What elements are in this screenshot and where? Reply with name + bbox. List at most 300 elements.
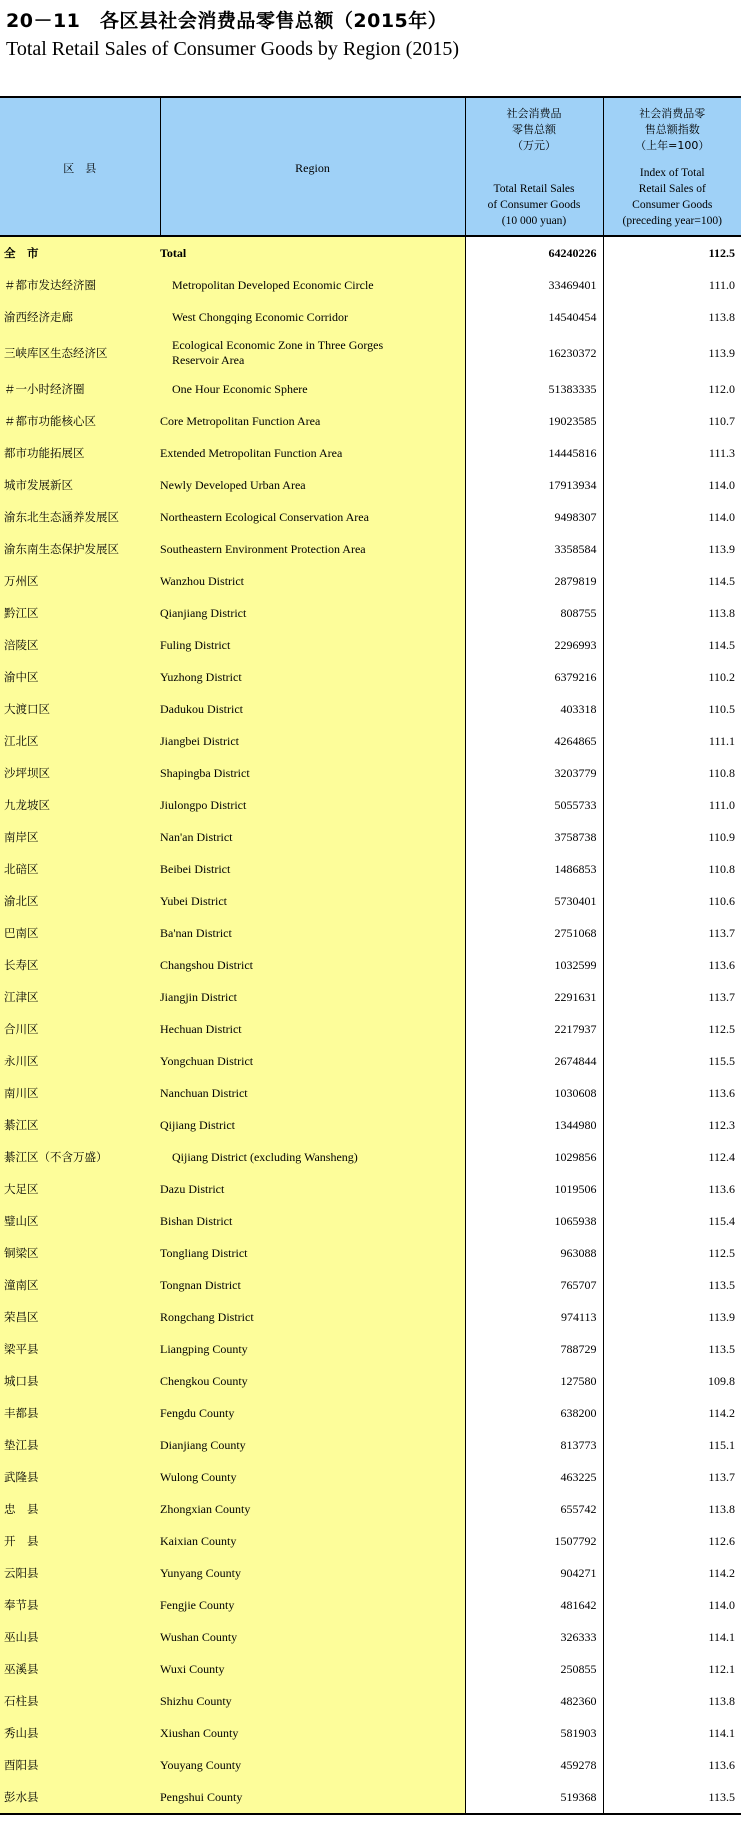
- table-row: [0, 821, 741, 853]
- region-label: One Hour Economic Sphere: [172, 381, 308, 396]
- header-region: Region: [160, 97, 465, 236]
- cell-total-sales: 9498307: [465, 501, 603, 533]
- cell-total-sales: 6379216: [465, 661, 603, 693]
- cell-region-en: [160, 1589, 465, 1621]
- table-row: [0, 301, 741, 333]
- cell-sales-index: 114.1: [708, 1629, 735, 1644]
- cell-sales-index: 112.5: [708, 1245, 735, 1260]
- cell-region-en: [160, 1397, 465, 1429]
- cell-total-sales: 581903: [465, 1717, 603, 1749]
- region-label: Wulong County: [160, 1469, 237, 1484]
- table-row: [0, 1557, 741, 1589]
- table-row: [0, 333, 741, 373]
- cell-total-sales: 4264865: [465, 725, 603, 757]
- cell-region-en: [160, 301, 465, 333]
- cell-sales-index: 113.6: [708, 957, 735, 972]
- cell-region-en: [160, 1429, 465, 1461]
- table-row: [0, 1205, 741, 1237]
- region-label: Xiushan County: [160, 1725, 239, 1740]
- cell-sales-index: 109.8: [708, 1373, 735, 1388]
- cell-total-sales: 481642: [465, 1589, 603, 1621]
- table-row: [0, 501, 741, 533]
- table-row: [0, 693, 741, 725]
- cell-region-en: [160, 1461, 465, 1493]
- table-row: [0, 1749, 741, 1781]
- cell-sales-index: 115.1: [708, 1437, 735, 1452]
- cell-sales-index: 114.1: [708, 1725, 735, 1740]
- region-label: Wanzhou District: [160, 573, 245, 588]
- cell-sales-index: 113.9: [708, 541, 735, 556]
- cell-sales-index: 114.5: [708, 573, 735, 588]
- cell-sales-index: 110.2: [708, 669, 735, 684]
- region-label: Yuzhong District: [160, 669, 242, 684]
- cell-county-zh: 城口县: [0, 1365, 160, 1397]
- table-row: [0, 1525, 741, 1557]
- cell-sales-index: 114.2: [708, 1565, 735, 1580]
- cell-total-sales: 17913934: [465, 469, 603, 501]
- cell-sales-index: 110.8: [708, 861, 735, 876]
- cell-county-zh: 渝西经济走廊: [0, 301, 160, 333]
- cell-total-sales: 765707: [465, 1269, 603, 1301]
- cell-county-zh: 万州区: [0, 565, 160, 597]
- table-row: [0, 1173, 741, 1205]
- cell-county-zh: 丰都县: [0, 1397, 160, 1429]
- cell-county-zh: 巫溪县: [0, 1653, 160, 1685]
- table-row: [0, 661, 741, 693]
- cell-total-sales: 1032599: [465, 949, 603, 981]
- cell-sales-index: 115.5: [708, 1053, 735, 1068]
- cell-total-sales: 655742: [465, 1493, 603, 1525]
- cell-total-sales: 3358584: [465, 533, 603, 565]
- cell-region-en: [160, 1045, 465, 1077]
- cell-region-en: [160, 1653, 465, 1685]
- region-label: Dianjiang County: [160, 1437, 246, 1452]
- region-label: Shapingba District: [160, 765, 250, 780]
- cell-region-en: [160, 885, 465, 917]
- table-row: [0, 1653, 741, 1685]
- cell-county-zh: 綦江区（不含万盛）: [0, 1141, 160, 1173]
- cell-region-en: [160, 1301, 465, 1333]
- table-row: [0, 405, 741, 437]
- cell-county-zh: 潼南区: [0, 1269, 160, 1301]
- table-row: [0, 469, 741, 501]
- table-row: [0, 1333, 741, 1365]
- region-label: Ba'nan District: [160, 925, 232, 940]
- region-label: Yongchuan District: [160, 1053, 254, 1068]
- cell-region-en: [160, 501, 465, 533]
- region-label: Nanchuan District: [160, 1085, 248, 1100]
- table-row: [0, 1141, 741, 1173]
- cell-sales-index: 113.9: [708, 1309, 735, 1324]
- cell-sales-index: 115.4: [708, 1213, 735, 1228]
- table-row: [0, 1045, 741, 1077]
- cell-county-zh: 北碚区: [0, 853, 160, 885]
- region-label: Tongnan District: [160, 1277, 241, 1292]
- table-header: [0, 97, 741, 236]
- region-label: Dadukou District: [160, 701, 243, 716]
- cell-sales-index: 113.5: [708, 1789, 735, 1804]
- region-label: Dazu District: [160, 1181, 225, 1196]
- page-title-chinese: 20－11 各区县社会消费品零售总额（2015年）: [6, 10, 448, 32]
- cell-sales-index: 113.7: [708, 1469, 735, 1484]
- table-row: [0, 725, 741, 757]
- cell-total-sales: 5730401: [465, 885, 603, 917]
- region-label: Jiangbei District: [160, 733, 239, 748]
- cell-total-sales: 14445816: [465, 437, 603, 469]
- cell-county-zh: 垫江县: [0, 1429, 160, 1461]
- cell-county-zh: 石柱县: [0, 1685, 160, 1717]
- table-row: [0, 1589, 741, 1621]
- cell-sales-index: 114.0: [708, 1597, 735, 1612]
- region-label: Kaixian County: [160, 1533, 237, 1548]
- cell-county-zh: ＃都市发达经济圈: [0, 269, 160, 301]
- cell-region-en: [160, 917, 465, 949]
- cell-total-sales: 482360: [465, 1685, 603, 1717]
- cell-sales-index: 113.6: [708, 1181, 735, 1196]
- cell-county-zh: 酉阳县: [0, 1749, 160, 1781]
- cell-county-zh: 全 市: [0, 236, 160, 269]
- table-row: [0, 269, 741, 301]
- cell-total-sales: 3758738: [465, 821, 603, 853]
- cell-region-en: [160, 1109, 465, 1141]
- region-label: Hechuan District: [160, 1021, 242, 1036]
- cell-total-sales: 463225: [465, 1461, 603, 1493]
- region-label: Changshou District: [160, 957, 253, 972]
- cell-county-zh: 渝中区: [0, 661, 160, 693]
- cell-total-sales: 2879819: [465, 565, 603, 597]
- cell-region-en: [160, 1013, 465, 1045]
- region-label: Jiulongpo District: [160, 797, 247, 812]
- region-label: Newly Developed Urban Area: [160, 477, 306, 492]
- cell-total-sales: 974113: [465, 1301, 603, 1333]
- cell-region-en: [160, 405, 465, 437]
- cell-sales-index: 111.0: [708, 797, 735, 812]
- header-county: 区 县: [0, 97, 160, 236]
- region-label: Tongliang District: [160, 1245, 248, 1260]
- cell-county-zh: 綦江区: [0, 1109, 160, 1141]
- cell-total-sales: 638200: [465, 1397, 603, 1429]
- cell-county-zh: 彭水县: [0, 1781, 160, 1814]
- region-label: Pengshui County: [160, 1789, 243, 1804]
- cell-region-en: [160, 1749, 465, 1781]
- cell-county-zh: ＃一小时经济圈: [0, 373, 160, 405]
- cell-region-en: [160, 469, 465, 501]
- cell-county-zh: 秀山县: [0, 1717, 160, 1749]
- region-label: Northeastern Ecological Conservation Area: [160, 509, 369, 524]
- cell-sales-index: 113.7: [708, 925, 735, 940]
- table-row: [0, 1493, 741, 1525]
- cell-total-sales: 1065938: [465, 1205, 603, 1237]
- cell-total-sales: 1030608: [465, 1077, 603, 1109]
- region-label: Liangping County: [160, 1341, 248, 1356]
- region-label: Beibei District: [160, 861, 231, 876]
- cell-county-zh: 九龙坡区: [0, 789, 160, 821]
- cell-region-en: [160, 1237, 465, 1269]
- cell-total-sales: 1507792: [465, 1525, 603, 1557]
- cell-total-sales: 2674844: [465, 1045, 603, 1077]
- cell-county-zh: 铜梁区: [0, 1237, 160, 1269]
- cell-county-zh: 云阳县: [0, 1557, 160, 1589]
- cell-sales-index: 112.3: [708, 1117, 735, 1132]
- cell-sales-index: 113.9: [708, 345, 735, 360]
- cell-county-zh: 黔江区: [0, 597, 160, 629]
- cell-sales-index: 112.5: [708, 245, 735, 260]
- cell-region-en: [160, 629, 465, 661]
- cell-county-zh: 渝东北生态涵养发展区: [0, 501, 160, 533]
- cell-sales-index: 113.8: [708, 605, 735, 620]
- cell-total-sales: 788729: [465, 1333, 603, 1365]
- cell-region-en: [160, 693, 465, 725]
- cell-region-en: [160, 1269, 465, 1301]
- cell-total-sales: 1344980: [465, 1109, 603, 1141]
- cell-county-zh: 合川区: [0, 1013, 160, 1045]
- table-row: [0, 1781, 741, 1814]
- cell-region-en: [160, 437, 465, 469]
- cell-total-sales: 2217937: [465, 1013, 603, 1045]
- cell-total-sales: 127580: [465, 1365, 603, 1397]
- cell-total-sales: 16230372: [465, 333, 603, 373]
- cell-region-en: [160, 533, 465, 565]
- cell-region-en: [160, 333, 465, 373]
- cell-total-sales: 2296993: [465, 629, 603, 661]
- table-row: [0, 1077, 741, 1109]
- table-row: [0, 1685, 741, 1717]
- region-label: Youyang County: [160, 1757, 242, 1772]
- cell-region-en: [160, 1717, 465, 1749]
- region-label: Fengdu County: [160, 1405, 235, 1420]
- table-row: [0, 1301, 741, 1333]
- table-row: [0, 853, 741, 885]
- cell-region-en: [160, 373, 465, 405]
- cell-total-sales: 1019506: [465, 1173, 603, 1205]
- cell-sales-index: 111.0: [708, 277, 735, 292]
- cell-total-sales: 1029856: [465, 1141, 603, 1173]
- cell-region-en: [160, 1525, 465, 1557]
- cell-sales-index: 110.5: [708, 701, 735, 716]
- cell-sales-index: 112.0: [708, 381, 735, 396]
- cell-county-zh: 大足区: [0, 1173, 160, 1205]
- table-row: [0, 1237, 741, 1269]
- cell-region-en: [160, 1173, 465, 1205]
- cell-county-zh: 渝东南生态保护发展区: [0, 533, 160, 565]
- cell-county-zh: 江津区: [0, 981, 160, 1013]
- cell-region-en: [160, 757, 465, 789]
- table-row: [0, 565, 741, 597]
- cell-sales-index: 112.6: [708, 1533, 735, 1548]
- cell-region-en: [160, 661, 465, 693]
- cell-region-en: [160, 269, 465, 301]
- table-row: [0, 597, 741, 629]
- region-label: Nan'an District: [160, 829, 233, 844]
- cell-county-zh: 忠 县: [0, 1493, 160, 1525]
- cell-total-sales: 51383335: [465, 373, 603, 405]
- cell-region-en: [160, 949, 465, 981]
- region-label: Zhongxian County: [160, 1501, 251, 1516]
- region-label: Wuxi County: [160, 1661, 225, 1676]
- cell-county-zh: 城市发展新区: [0, 469, 160, 501]
- cell-total-sales: 5055733: [465, 789, 603, 821]
- cell-county-zh: 奉节县: [0, 1589, 160, 1621]
- cell-region-en: [160, 1333, 465, 1365]
- cell-total-sales: 64240226: [465, 236, 603, 269]
- region-label: Qijiang District (excluding Wansheng): [172, 1149, 358, 1164]
- cell-total-sales: 326333: [465, 1621, 603, 1653]
- cell-region-en: [160, 1365, 465, 1397]
- region-label: Jiangjin District: [160, 989, 237, 1004]
- cell-total-sales: 904271: [465, 1557, 603, 1589]
- cell-sales-index: 113.7: [708, 989, 735, 1004]
- cell-region-en: [160, 789, 465, 821]
- cell-region-en: [160, 236, 465, 269]
- cell-total-sales: 250855: [465, 1653, 603, 1685]
- cell-sales-index: 110.8: [708, 765, 735, 780]
- table-row: [0, 437, 741, 469]
- cell-sales-index: 114.0: [708, 477, 735, 492]
- cell-county-zh: 开 县: [0, 1525, 160, 1557]
- cell-county-zh: 渝北区: [0, 885, 160, 917]
- cell-total-sales: 33469401: [465, 269, 603, 301]
- cell-sales-index: 113.8: [708, 309, 735, 324]
- table-row: [0, 1013, 741, 1045]
- region-label: Wushan County: [160, 1629, 238, 1644]
- cell-county-zh: 永川区: [0, 1045, 160, 1077]
- cell-sales-index: 114.0: [708, 509, 735, 524]
- table-row: [0, 1397, 741, 1429]
- cell-region-en: [160, 981, 465, 1013]
- table-body: [0, 236, 741, 1814]
- cell-total-sales: 19023585: [465, 405, 603, 437]
- cell-sales-index: 114.5: [708, 637, 735, 652]
- table-row: [0, 1365, 741, 1397]
- cell-county-zh: 沙坪坝区: [0, 757, 160, 789]
- region-label: Metropolitan Developed Economic Circle: [172, 277, 374, 292]
- cell-region-en: [160, 853, 465, 885]
- cell-county-zh: 荣昌区: [0, 1301, 160, 1333]
- table-row: [0, 1461, 741, 1493]
- cell-county-zh: 长寿区: [0, 949, 160, 981]
- cell-county-zh: ＃都市功能核心区: [0, 405, 160, 437]
- table-row: [0, 789, 741, 821]
- table-row: [0, 1269, 741, 1301]
- cell-region-en: [160, 1557, 465, 1589]
- table-row: [0, 949, 741, 981]
- cell-region-en: [160, 1685, 465, 1717]
- cell-sales-index: 113.5: [708, 1341, 735, 1356]
- cell-sales-index: 113.6: [708, 1757, 735, 1772]
- region-label: Yubei District: [160, 893, 227, 908]
- table-row: [0, 1109, 741, 1141]
- region-label: Bishan District: [160, 1213, 233, 1228]
- region-label: Extended Metropolitan Function Area: [160, 445, 343, 460]
- cell-region-en: [160, 1205, 465, 1237]
- region-label: Core Metropolitan Function Area: [160, 413, 321, 428]
- table-row: [0, 373, 741, 405]
- cell-total-sales: 2751068: [465, 917, 603, 949]
- cell-county-zh: 巴南区: [0, 917, 160, 949]
- cell-sales-index: 112.4: [708, 1149, 735, 1164]
- cell-county-zh: 梁平县: [0, 1333, 160, 1365]
- table-row: [0, 1621, 741, 1653]
- retail-sales-table: [0, 96, 741, 1815]
- cell-sales-index: 114.2: [708, 1405, 735, 1420]
- region-label: Qianjiang District: [160, 605, 247, 620]
- cell-county-zh: 大渡口区: [0, 693, 160, 725]
- table-row: [0, 533, 741, 565]
- cell-sales-index: 112.5: [708, 1021, 735, 1036]
- cell-region-en: [160, 821, 465, 853]
- cell-county-zh: 南岸区: [0, 821, 160, 853]
- cell-total-sales: 2291631: [465, 981, 603, 1013]
- cell-sales-index: 110.6: [708, 893, 735, 908]
- header-total-sales: 社会消费品 零售总额 （万元） Total Retail Sales of Consumer Goods (10 000 yuan): [465, 97, 603, 236]
- cell-total-sales: 14540454: [465, 301, 603, 333]
- cell-county-zh: 璧山区: [0, 1205, 160, 1237]
- table-row: [0, 757, 741, 789]
- cell-region-en: [160, 1141, 465, 1173]
- cell-region-en: [160, 1781, 465, 1814]
- header-sales-index: 社会消费品零 售总额指数 （上年=100） Index of Total Retail Sales of Consumer Goods (preceding year=100): [603, 97, 741, 236]
- cell-region-en: [160, 1621, 465, 1653]
- cell-sales-index: 110.7: [708, 413, 735, 428]
- cell-total-sales: 813773: [465, 1429, 603, 1461]
- cell-sales-index: 113.5: [708, 1277, 735, 1292]
- region-label: Fengjie County: [160, 1597, 235, 1612]
- cell-total-sales: 808755: [465, 597, 603, 629]
- cell-total-sales: 403318: [465, 693, 603, 725]
- region-label: Southeastern Environment Protection Area: [160, 541, 366, 556]
- cell-sales-index: 113.6: [708, 1085, 735, 1100]
- table-row: [0, 885, 741, 917]
- region-label: Ecological Economic Zone in Three Gorges Reservoir Area: [172, 338, 384, 367]
- cell-region-en: [160, 565, 465, 597]
- page-title-english: Total Retail Sales of Consumer Goods by Region (2015): [6, 38, 459, 60]
- region-label: Total: [160, 245, 187, 260]
- cell-county-zh: 涪陵区: [0, 629, 160, 661]
- cell-total-sales: 519368: [465, 1781, 603, 1814]
- cell-county-zh: 都市功能拓展区: [0, 437, 160, 469]
- region-label: West Chongqing Economic Corridor: [172, 309, 349, 324]
- cell-county-zh: 南川区: [0, 1077, 160, 1109]
- cell-county-zh: 江北区: [0, 725, 160, 757]
- region-label: Qijiang District: [160, 1117, 235, 1132]
- cell-county-zh: 武隆县: [0, 1461, 160, 1493]
- cell-county-zh: 巫山县: [0, 1621, 160, 1653]
- table-row: [0, 236, 741, 269]
- cell-sales-index: 112.1: [708, 1661, 735, 1676]
- cell-region-en: [160, 1077, 465, 1109]
- cell-sales-index: 111.1: [708, 733, 735, 748]
- cell-total-sales: 1486853: [465, 853, 603, 885]
- cell-sales-index: 113.8: [708, 1501, 735, 1516]
- region-label: Fuling District: [160, 637, 231, 652]
- cell-sales-index: 111.3: [708, 445, 735, 460]
- table-row: [0, 1717, 741, 1749]
- table-row: [0, 629, 741, 661]
- cell-region-en: [160, 1493, 465, 1525]
- cell-total-sales: 963088: [465, 1237, 603, 1269]
- region-label: Shizhu County: [160, 1693, 232, 1708]
- table-row: [0, 1429, 741, 1461]
- cell-total-sales: 459278: [465, 1749, 603, 1781]
- cell-sales-index: 110.9: [708, 829, 735, 844]
- cell-region-en: [160, 597, 465, 629]
- cell-region-en: [160, 725, 465, 757]
- region-label: Yunyang County: [160, 1565, 241, 1580]
- cell-total-sales: 3203779: [465, 757, 603, 789]
- cell-county-zh: 三峡库区生态经济区: [0, 333, 160, 373]
- table-row: [0, 981, 741, 1013]
- region-label: Chengkou County: [160, 1373, 248, 1388]
